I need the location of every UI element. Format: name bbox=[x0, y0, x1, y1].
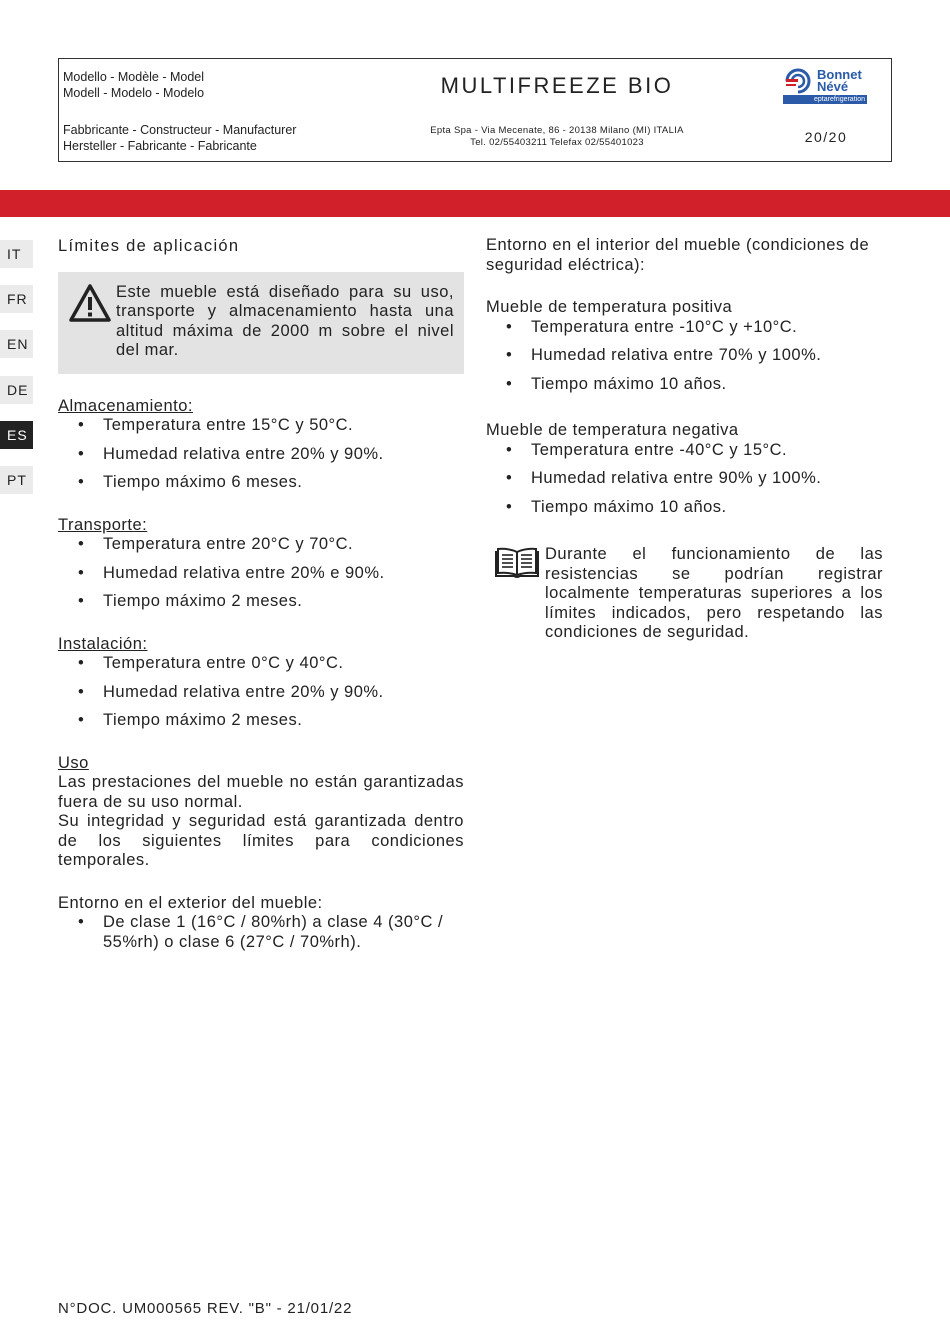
document-number: N°DOC. UM000565 REV. "B" - 21/01/22 bbox=[58, 1300, 353, 1317]
positive-block bbox=[486, 298, 894, 394]
list-item: • Temperatura entre -10°C y +10°C. bbox=[486, 318, 894, 338]
list-item: • Humedad relativa entre 20% y 90%. bbox=[58, 683, 464, 703]
list-item: • Temperatura entre 15°C y 50°C. bbox=[58, 416, 464, 436]
info-note-text: Durante el funcionamiento de las resistencias se podrían registrar localmente temperaturas superiores a los límites indicados, pero respetando las condiciones de seguridad. bbox=[545, 545, 883, 641]
positive-title: Mueble de temperatura positiva bbox=[486, 298, 733, 316]
right-column bbox=[486, 236, 894, 641]
negative-block bbox=[486, 421, 894, 517]
address-line-1: Epta Spa - Via Mecenate, 86 - 20138 Milano (MI) ITALIA bbox=[430, 125, 684, 136]
section-title: Límites de aplicación bbox=[58, 237, 240, 255]
logo-swirl-icon bbox=[783, 67, 815, 95]
lang-tab-en[interactable]: EN bbox=[0, 330, 33, 358]
book-icon bbox=[494, 547, 540, 579]
left-column bbox=[58, 236, 464, 952]
lang-tab-de[interactable]: DE bbox=[0, 376, 33, 404]
list-item: • Tiempo máximo 10 años. bbox=[486, 375, 894, 395]
logo-tagline: eptarefrigeration bbox=[783, 95, 867, 104]
manufacturer-label bbox=[59, 113, 353, 161]
list-item: • Temperatura entre -40°C y 15°C. bbox=[486, 441, 894, 461]
list-item: • Temperatura entre 0°C y 40°C. bbox=[58, 654, 464, 674]
installation-block bbox=[58, 635, 464, 731]
warning-text: Este mueble está diseñado para su uso, transporte y almacenamiento hasta una altitud máxima de 2000 m sobre el nivel del mar. bbox=[116, 282, 454, 359]
model-label-line-2: Modell - Modelo - Modelo bbox=[63, 86, 205, 100]
lang-tab-fr[interactable]: FR bbox=[0, 285, 33, 313]
storage-title: Almacenamiento: bbox=[58, 396, 193, 415]
use-block bbox=[58, 754, 464, 871]
interior-title: Entorno en el interior del mueble (condiciones de seguridad eléctrica): bbox=[486, 236, 870, 274]
negative-title: Mueble de temperatura negativa bbox=[486, 421, 739, 439]
installation-title: Instalación: bbox=[58, 634, 148, 653]
address-line-2: Tel. 02/55403211 Telefax 02/55401023 bbox=[470, 137, 644, 148]
list-item: • Humedad relativa entre 90% y 100%. bbox=[486, 469, 894, 489]
list-item: • Tiempo máximo 2 meses. bbox=[58, 592, 464, 612]
lang-tab-it[interactable]: IT bbox=[0, 240, 33, 268]
list-item: • Humedad relativa entre 70% y 100%. bbox=[486, 346, 894, 366]
bonnet-neve-logo bbox=[783, 67, 869, 105]
use-title: Uso bbox=[58, 753, 89, 772]
transport-title: Transporte: bbox=[58, 515, 148, 534]
transport-block bbox=[58, 516, 464, 612]
warning-box bbox=[58, 272, 464, 374]
use-paragraph-2: Su integridad y seguridad está garantizada dentro de los siguientes límites para condiciones temporales. bbox=[58, 812, 464, 869]
document-header bbox=[58, 58, 892, 162]
list-item: • Temperatura entre 20°C y 70°C. bbox=[58, 535, 464, 555]
exterior-title: Entorno en el exterior del mueble: bbox=[58, 893, 323, 912]
model-label bbox=[59, 59, 353, 113]
manufacturer-label-line-2: Hersteller - Fabricante - Fabricante bbox=[63, 139, 257, 153]
page-number: 20/20 bbox=[804, 129, 848, 145]
warning-triangle-icon bbox=[68, 283, 112, 323]
model-label-line-1: Modello - Modèle - Model bbox=[63, 70, 205, 84]
info-note bbox=[486, 545, 894, 641]
manufacturer-address bbox=[353, 113, 761, 161]
logo-text-bonnet: Bonnet bbox=[817, 67, 862, 82]
model-title: MULTIFREEZE BIO bbox=[440, 73, 674, 98]
red-divider-band bbox=[0, 190, 950, 217]
logo-text-neve: Névé bbox=[817, 79, 849, 94]
list-item: • Tiempo máximo 10 años. bbox=[486, 498, 894, 518]
list-item: • Tiempo máximo 6 meses. bbox=[58, 473, 464, 493]
lang-tab-es[interactable]: ES bbox=[0, 421, 33, 449]
storage-block bbox=[58, 397, 464, 493]
list-item: • Tiempo máximo 2 meses. bbox=[58, 711, 464, 731]
lang-tab-pt[interactable]: PT bbox=[0, 466, 33, 494]
exterior-block bbox=[58, 894, 464, 953]
list-item: • De clase 1 (16°C / 80%rh) a clase 4 (30°C / 55%rh) o clase 6 (27°C / 70%rh). bbox=[58, 913, 464, 952]
list-item: • Humedad relativa entre 20% y 90%. bbox=[58, 445, 464, 465]
list-item: • Humedad relativa entre 20% e 90%. bbox=[58, 564, 464, 584]
manufacturer-label-line-1: Fabbricante - Constructeur - Manufacturer bbox=[63, 123, 297, 137]
brand-logo-cell bbox=[761, 59, 891, 113]
use-paragraph-1: Las prestaciones del mueble no están garantizadas fuera de su uso normal. bbox=[58, 773, 464, 811]
